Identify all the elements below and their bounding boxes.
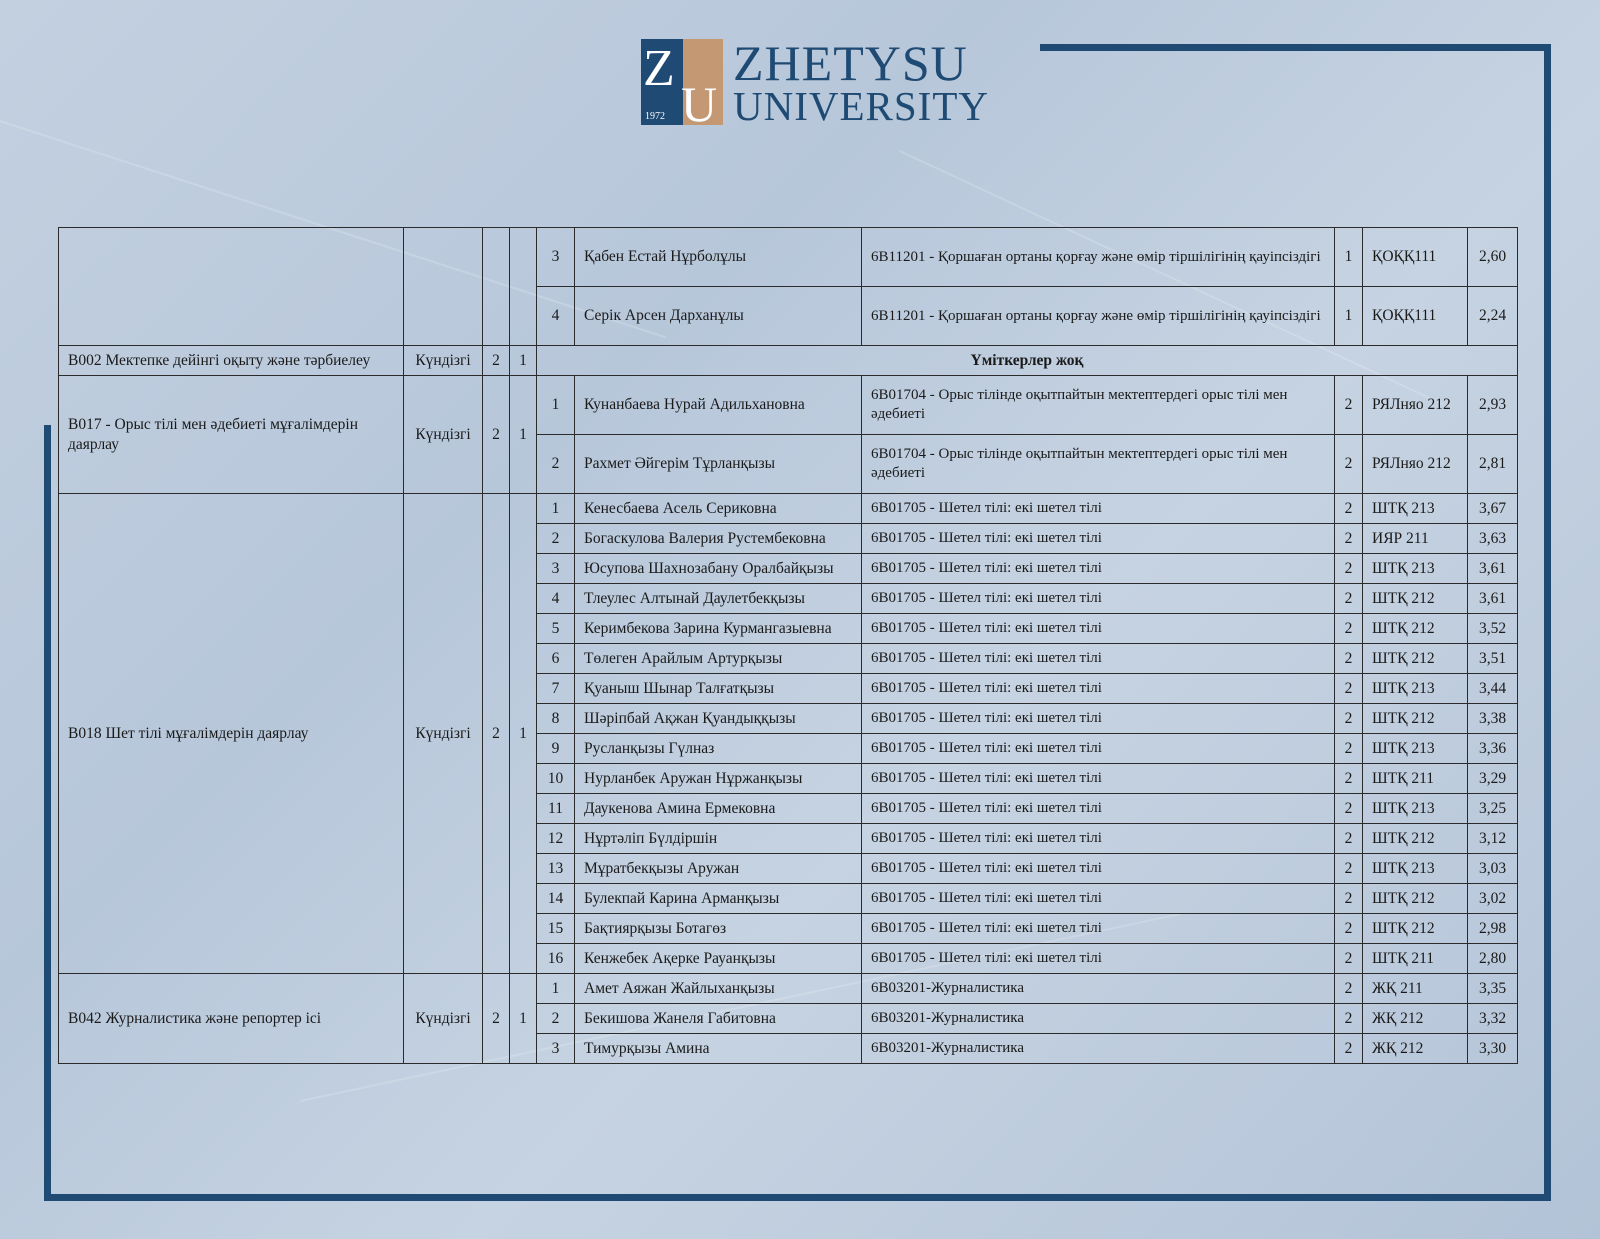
program-cell: 6В01705 - Шетел тілі: екі шетел тілі — [862, 524, 1335, 554]
places-cell: 1 — [510, 974, 537, 1064]
course-cell: 2 — [483, 346, 510, 376]
student-course-cell: 2 — [1335, 674, 1363, 704]
group-cell: ШТҚ 212 — [1363, 584, 1468, 614]
program-cell: 6В01705 - Шетел тілі: екі шетел тілі — [862, 944, 1335, 974]
student-name-cell: Керимбекова Зарина Курмангазыевна — [575, 614, 862, 644]
row-number-cell: 3 — [537, 228, 575, 287]
gpa-cell: 2,60 — [1468, 228, 1518, 287]
student-course-cell: 2 — [1335, 524, 1363, 554]
table-body — [59, 228, 1518, 1064]
table-row — [59, 376, 1518, 435]
gpa-cell: 2,24 — [1468, 287, 1518, 346]
student-course-cell: 2 — [1335, 435, 1363, 494]
group-cell: ШТҚ 212 — [1363, 704, 1468, 734]
student-course-cell: 2 — [1335, 584, 1363, 614]
student-name-cell: Тимурқызы Амина — [575, 1034, 862, 1064]
specialty-cell: В017 - Орыс тілі мен әдебиеті мұғалімдерін даярлау — [59, 376, 404, 494]
gpa-cell: 3,38 — [1468, 704, 1518, 734]
table-row — [59, 974, 1518, 1004]
row-number-cell: 6 — [537, 644, 575, 674]
student-name-cell: Русланқызы Гүлназ — [575, 734, 862, 764]
gpa-cell: 3,35 — [1468, 974, 1518, 1004]
row-number-cell: 3 — [537, 1034, 575, 1064]
student-course-cell: 2 — [1335, 494, 1363, 524]
group-cell: ШТҚ 211 — [1363, 764, 1468, 794]
row-number-cell: 1 — [537, 974, 575, 1004]
student-name-cell: Бақтиярқызы Ботагөз — [575, 914, 862, 944]
gpa-cell: 3,02 — [1468, 884, 1518, 914]
group-cell: ҚОҚҚ111 — [1363, 228, 1468, 287]
group-cell: ЖҚ 212 — [1363, 1034, 1468, 1064]
program-cell: 6В01704 - Орыс тілінде оқытпайтын мектептердегі орыс тілі мен әдебиеті — [862, 376, 1335, 435]
program-cell: 6В01705 - Шетел тілі: екі шетел тілі — [862, 614, 1335, 644]
course-cell: 2 — [483, 494, 510, 974]
study-form-cell: Күндізгі — [404, 974, 483, 1064]
group-cell: ШТҚ 212 — [1363, 914, 1468, 944]
logo-year: 1972 — [645, 111, 665, 122]
group-cell: ШТҚ 212 — [1363, 884, 1468, 914]
program-cell: 6В01705 - Шетел тілі: екі шетел тілі — [862, 854, 1335, 884]
row-number-cell: 11 — [537, 794, 575, 824]
group-cell: ШТҚ 212 — [1363, 644, 1468, 674]
student-course-cell: 2 — [1335, 376, 1363, 435]
gpa-cell: 2,93 — [1468, 376, 1518, 435]
row-number-cell: 16 — [537, 944, 575, 974]
specialty-cell: В002 Мектепке дейінгі оқыту және тәрбиелеу — [59, 346, 404, 376]
row-number-cell: 9 — [537, 734, 575, 764]
row-number-cell: 7 — [537, 674, 575, 704]
logo-name-line1: ZHETYSU — [733, 34, 968, 91]
gpa-cell: 2,80 — [1468, 944, 1518, 974]
group-cell: РЯЛняо 212 — [1363, 376, 1468, 435]
group-cell: ЖҚ 212 — [1363, 1004, 1468, 1034]
gpa-cell: 3,25 — [1468, 794, 1518, 824]
student-course-cell: 1 — [1335, 287, 1363, 346]
gpa-cell: 3,63 — [1468, 524, 1518, 554]
row-number-cell: 15 — [537, 914, 575, 944]
student-course-cell: 2 — [1335, 764, 1363, 794]
student-course-cell: 2 — [1335, 824, 1363, 854]
program-cell: 6В11201 - Қоршаған ортаны қорғау және өмір тіршілігінің қауіпсіздігі — [862, 287, 1335, 346]
student-name-cell: Нурланбек Аружан Нұржанқызы — [575, 764, 862, 794]
row-number-cell: 8 — [537, 704, 575, 734]
student-course-cell: 2 — [1335, 704, 1363, 734]
gpa-cell: 3,51 — [1468, 644, 1518, 674]
student-name-cell: Юсупова Шахнозабану Оралбайқызы — [575, 554, 862, 584]
frame-line-left — [44, 425, 51, 1201]
row-number-cell: 12 — [537, 824, 575, 854]
frame-line-top — [1040, 44, 1551, 51]
logo-mark — [641, 39, 723, 132]
row-number-cell: 1 — [537, 494, 575, 524]
gpa-cell: 3,67 — [1468, 494, 1518, 524]
student-name-cell: Даукенова Амина Ермековна — [575, 794, 862, 824]
logo-letter-u: U — [681, 76, 718, 132]
study-form-cell: Күндізгі — [404, 346, 483, 376]
course-cell: 2 — [483, 376, 510, 494]
row-number-cell: 2 — [537, 435, 575, 494]
group-cell: ШТҚ 213 — [1363, 734, 1468, 764]
student-course-cell: 1 — [1335, 228, 1363, 287]
student-name-cell: Богаскулова Валерия Рустембековна — [575, 524, 862, 554]
program-cell: 6В01705 - Шетел тілі: екі шетел тілі — [862, 674, 1335, 704]
gpa-cell: 3,32 — [1468, 1004, 1518, 1034]
program-cell: 6В03201-Журналистика — [862, 1034, 1335, 1064]
student-course-cell: 2 — [1335, 794, 1363, 824]
logo-name-line2: UNIVERSITY — [733, 82, 989, 129]
gpa-cell: 3,52 — [1468, 614, 1518, 644]
row-number-cell: 10 — [537, 764, 575, 794]
student-course-cell: 2 — [1335, 614, 1363, 644]
group-cell: ҚОҚҚ111 — [1363, 287, 1468, 346]
program-cell: 6В11201 - Қоршаған ортаны қорғау және өмір тіршілігінің қауіпсіздігі — [862, 228, 1335, 287]
gpa-cell: 3,12 — [1468, 824, 1518, 854]
program-cell: 6В01705 - Шетел тілі: екі шетел тілі — [862, 764, 1335, 794]
row-number-cell: 14 — [537, 884, 575, 914]
study-form-cell: Күндізгі — [404, 376, 483, 494]
group-cell: ШТҚ 212 — [1363, 614, 1468, 644]
group-cell: ЖҚ 211 — [1363, 974, 1468, 1004]
places-cell: 1 — [510, 346, 537, 376]
program-cell: 6В03201-Журналистика — [862, 974, 1335, 1004]
program-cell: 6В01705 - Шетел тілі: екі шетел тілі — [862, 494, 1335, 524]
student-course-cell: 2 — [1335, 734, 1363, 764]
logo-wordmark — [733, 34, 989, 129]
table-row — [59, 228, 1518, 287]
student-name-cell: Амет Аяжан Жайлыханқызы — [575, 974, 862, 1004]
row-number-cell: 4 — [537, 287, 575, 346]
course-cell — [483, 228, 510, 346]
group-cell: ШТҚ 212 — [1363, 824, 1468, 854]
program-cell: 6В01705 - Шетел тілі: екі шетел тілі — [862, 824, 1335, 854]
program-cell: 6В03201-Журналистика — [862, 1004, 1335, 1034]
group-cell: ШТҚ 213 — [1363, 554, 1468, 584]
student-name-cell: Серік Арсен Дарханұлы — [575, 287, 862, 346]
student-name-cell: Шәріпбай Ақжан Қуандыққызы — [575, 704, 862, 734]
gpa-cell: 3,44 — [1468, 674, 1518, 704]
student-course-cell: 2 — [1335, 1034, 1363, 1064]
student-name-cell: Мұратбекқызы Аружан — [575, 854, 862, 884]
student-course-cell: 2 — [1335, 914, 1363, 944]
places-cell: 1 — [510, 376, 537, 494]
group-cell: ШТҚ 213 — [1363, 854, 1468, 884]
row-number-cell: 5 — [537, 614, 575, 644]
frame-line-bottom — [44, 1194, 1551, 1201]
student-course-cell: 2 — [1335, 1004, 1363, 1034]
gpa-cell: 3,36 — [1468, 734, 1518, 764]
row-number-cell: 2 — [537, 1004, 575, 1034]
student-course-cell: 2 — [1335, 644, 1363, 674]
student-name-cell: Кунанбаева Нурай Адильхановна — [575, 376, 862, 435]
student-name-cell: Тлеулес Алтынай Даулетбекқызы — [575, 584, 862, 614]
program-cell: 6В01705 - Шетел тілі: екі шетел тілі — [862, 644, 1335, 674]
study-form-cell — [404, 228, 483, 346]
no-candidates-note: Үміткерлер жоқ — [537, 346, 1518, 376]
gpa-cell: 2,81 — [1468, 435, 1518, 494]
student-course-cell: 2 — [1335, 884, 1363, 914]
student-course-cell: 2 — [1335, 554, 1363, 584]
group-cell: ШТҚ 211 — [1363, 944, 1468, 974]
places-cell — [510, 228, 537, 346]
program-cell: 6В01705 - Шетел тілі: екі шетел тілі — [862, 914, 1335, 944]
student-name-cell: Булекпай Карина Арманқызы — [575, 884, 862, 914]
student-name-cell: Кенжебек Ақерке Рауанқызы — [575, 944, 862, 974]
candidates-table — [58, 227, 1518, 1064]
gpa-cell: 2,98 — [1468, 914, 1518, 944]
program-cell: 6В01705 - Шетел тілі: екі шетел тілі — [862, 734, 1335, 764]
table-row — [59, 494, 1518, 524]
course-cell: 2 — [483, 974, 510, 1064]
university-logo — [641, 34, 989, 132]
program-cell: 6В01705 - Шетел тілі: екі шетел тілі — [862, 704, 1335, 734]
student-course-cell: 2 — [1335, 944, 1363, 974]
specialty-cell — [59, 228, 404, 346]
specialty-cell: В018 Шет тілі мұғалімдерін даярлау — [59, 494, 404, 974]
gpa-cell: 3,29 — [1468, 764, 1518, 794]
student-name-cell: Қабен Естай Нұрболұлы — [575, 228, 862, 287]
gpa-cell: 3,03 — [1468, 854, 1518, 884]
row-number-cell: 2 — [537, 524, 575, 554]
student-name-cell: Нұртәліп Бүлдіршін — [575, 824, 862, 854]
gpa-cell: 3,30 — [1468, 1034, 1518, 1064]
student-name-cell: Төлеген Арайлым Артурқызы — [575, 644, 862, 674]
group-cell: ШТҚ 213 — [1363, 674, 1468, 704]
places-cell: 1 — [510, 494, 537, 974]
row-number-cell: 3 — [537, 554, 575, 584]
program-cell: 6В01705 - Шетел тілі: екі шетел тілі — [862, 584, 1335, 614]
group-cell: РЯЛняо 212 — [1363, 435, 1468, 494]
student-name-cell: Рахмет Әйгерім Тұрланқызы — [575, 435, 862, 494]
specialty-cell: В042 Журналистика және репортер ісі — [59, 974, 404, 1064]
row-number-cell: 1 — [537, 376, 575, 435]
student-course-cell: 2 — [1335, 854, 1363, 884]
study-form-cell: Күндізгі — [404, 494, 483, 974]
student-name-cell: Кенесбаева Асель Сериковна — [575, 494, 862, 524]
program-cell: 6В01705 - Шетел тілі: екі шетел тілі — [862, 884, 1335, 914]
row-number-cell: 13 — [537, 854, 575, 884]
student-name-cell: Қуаныш Шынар Талғатқызы — [575, 674, 862, 704]
frame-line-right — [1544, 44, 1551, 1201]
group-cell: ИЯР 211 — [1363, 524, 1468, 554]
program-cell: 6В01705 - Шетел тілі: екі шетел тілі — [862, 554, 1335, 584]
gpa-cell: 3,61 — [1468, 584, 1518, 614]
program-cell: 6В01704 - Орыс тілінде оқытпайтын мектептердегі орыс тілі мен әдебиеті — [862, 435, 1335, 494]
gpa-cell: 3,61 — [1468, 554, 1518, 584]
row-number-cell: 4 — [537, 584, 575, 614]
student-name-cell: Бекишова Жанеля Габитовна — [575, 1004, 862, 1034]
table-row — [59, 346, 1518, 376]
program-cell: 6В01705 - Шетел тілі: екі шетел тілі — [862, 794, 1335, 824]
group-cell: ШТҚ 213 — [1363, 494, 1468, 524]
student-course-cell: 2 — [1335, 974, 1363, 1004]
logo-letter-z: Z — [643, 40, 675, 97]
group-cell: ШТҚ 213 — [1363, 794, 1468, 824]
